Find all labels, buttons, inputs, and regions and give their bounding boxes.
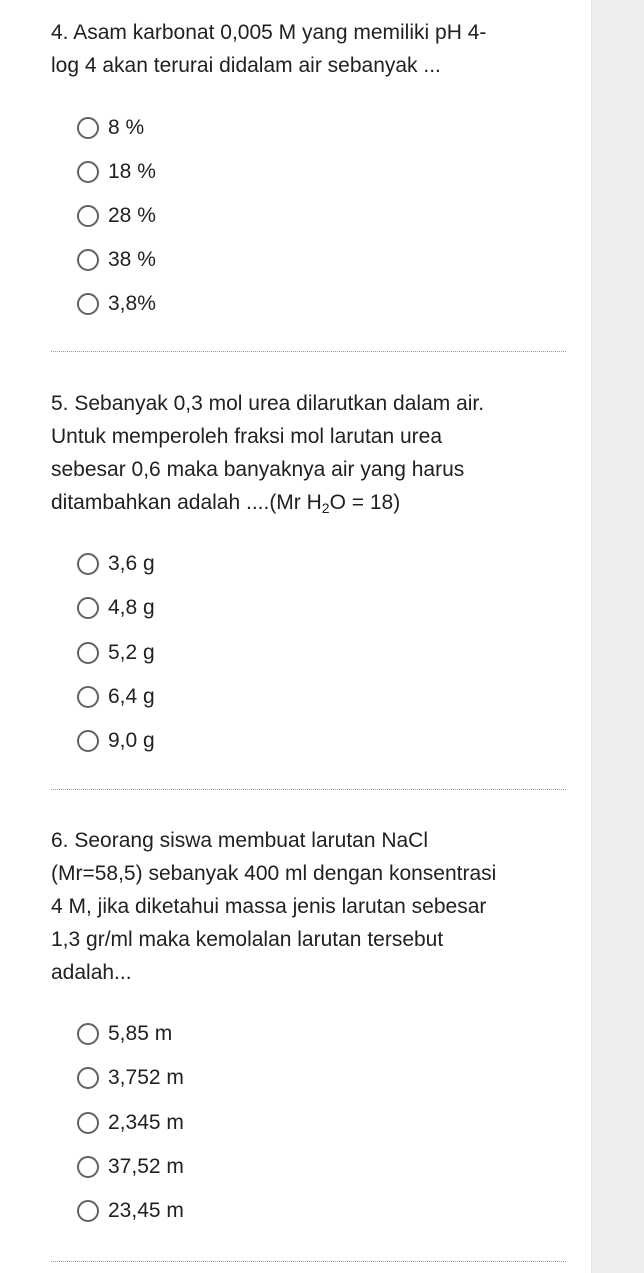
question-6-option-a[interactable] xyxy=(77,1019,172,1049)
option-label: 4,8 g xyxy=(108,596,155,619)
option-label: 3,8% xyxy=(108,292,156,315)
option-label: 18 % xyxy=(108,160,156,183)
radio-button[interactable] xyxy=(77,161,99,183)
radio-button[interactable] xyxy=(77,730,99,752)
subscript-2: 2 xyxy=(321,500,330,516)
question-5-line-4-prefix: ditambahkan adalah ....(Mr H xyxy=(51,491,322,514)
question-4-line-2: log 4 akan terurai didalam air sebanyak ... xyxy=(51,54,441,77)
question-5-line-1: 5. Sebanyak 0,3 mol urea dilarutkan dalam air. xyxy=(51,392,485,415)
question-6-line-2: (Mr=58,5) sebanyak 400 ml dengan konsentrasi xyxy=(51,862,497,885)
option-label: 5,2 g xyxy=(108,641,155,664)
radio-button[interactable] xyxy=(77,553,99,575)
radio-button[interactable] xyxy=(77,686,99,708)
question-4-option-e[interactable] xyxy=(77,289,156,319)
question-6-line-3: 4 M, jika diketahui massa jenis larutan sebesar xyxy=(51,895,487,918)
question-divider xyxy=(51,789,566,790)
option-label: 2,345 m xyxy=(108,1111,184,1134)
question-6-option-c[interactable] xyxy=(77,1108,184,1138)
question-6-text xyxy=(51,824,567,989)
option-label: 3,752 m xyxy=(108,1066,184,1089)
radio-button[interactable] xyxy=(77,117,99,139)
question-6-line-1: 6. Seorang siswa membuat larutan NaCl xyxy=(51,829,429,852)
radio-button[interactable] xyxy=(77,1200,99,1222)
right-side-panel xyxy=(591,0,644,1273)
question-divider xyxy=(51,351,566,352)
option-label: 3,6 g xyxy=(108,552,155,575)
question-6-option-d[interactable] xyxy=(77,1152,184,1182)
radio-button[interactable] xyxy=(77,1156,99,1178)
question-6-line-4: 1,3 gr/ml maka kemolalan larutan tersebut xyxy=(51,928,444,951)
radio-button[interactable] xyxy=(77,1112,99,1134)
question-6-option-e[interactable] xyxy=(77,1196,184,1226)
question-5-line-2: Untuk memperoleh fraksi mol larutan urea xyxy=(51,425,443,448)
radio-button[interactable] xyxy=(77,205,99,227)
question-5-option-d[interactable] xyxy=(77,682,155,712)
question-4-option-a[interactable] xyxy=(77,113,144,143)
question-5-option-e[interactable] xyxy=(77,726,155,756)
question-4-option-d[interactable] xyxy=(77,245,156,275)
option-label: 5,85 m xyxy=(108,1022,173,1045)
option-label: 8 % xyxy=(108,116,145,139)
question-6-line-5: adalah... xyxy=(51,961,132,984)
question-4-option-c[interactable] xyxy=(77,201,156,231)
radio-button[interactable] xyxy=(77,597,99,619)
question-5-line-4 xyxy=(51,486,567,519)
question-4-line-1: 4. Asam karbonat 0,005 M yang memiliki pH 4- xyxy=(51,21,487,44)
option-label: 38 % xyxy=(108,248,156,271)
option-label: 9,0 g xyxy=(108,729,155,752)
question-5-text xyxy=(51,387,567,519)
option-label: 23,45 m xyxy=(108,1199,184,1222)
radio-button[interactable] xyxy=(77,1023,99,1045)
option-label: 37,52 m xyxy=(108,1155,184,1178)
question-5-option-c[interactable] xyxy=(77,638,155,668)
question-5-line-3: sebesar 0,6 maka banyaknya air yang harus xyxy=(51,458,465,481)
radio-button[interactable] xyxy=(77,293,99,315)
question-5-line-4-suffix: O = 18) xyxy=(329,491,401,514)
question-4-text xyxy=(51,16,567,82)
question-5-option-b[interactable] xyxy=(77,593,155,623)
option-label: 6,4 g xyxy=(108,685,155,708)
radio-button[interactable] xyxy=(77,642,99,664)
option-label: 28 % xyxy=(108,204,156,227)
question-4-option-b[interactable] xyxy=(77,157,156,187)
question-6-option-b[interactable] xyxy=(77,1063,184,1093)
question-divider xyxy=(51,1261,566,1262)
radio-button[interactable] xyxy=(77,249,99,271)
question-5-option-a[interactable] xyxy=(77,549,155,579)
radio-button[interactable] xyxy=(77,1067,99,1089)
